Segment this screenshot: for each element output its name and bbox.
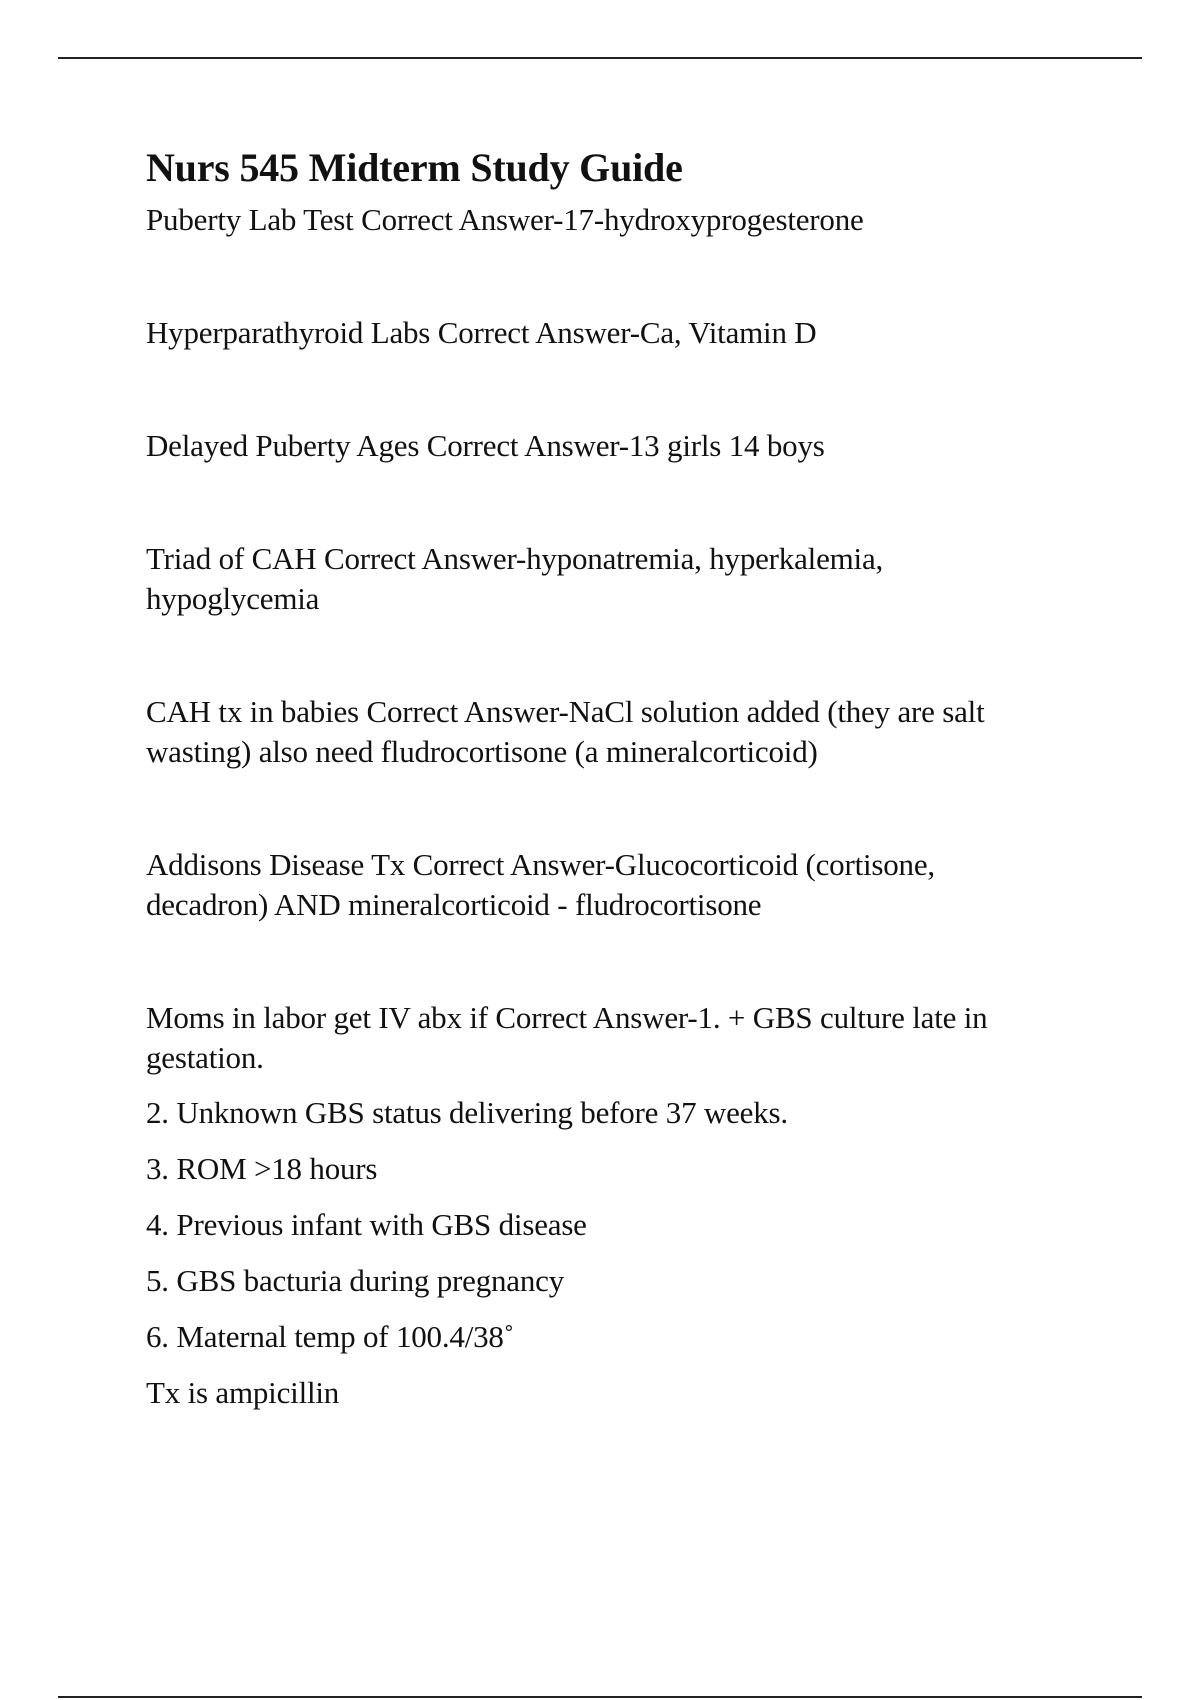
qa-entry: Triad of CAH Correct Answer-hyponatremia, hyperkalemia, hypoglycemia <box>146 541 884 616</box>
list-item: 6. Maternal temp of 100.4/38˚ <box>146 1319 514 1354</box>
list-item: 4. Previous infant with GBS disease <box>146 1207 587 1242</box>
qa-entry: Puberty Lab Test Correct Answer-17-hydroxyprogesterone <box>146 202 864 237</box>
qa-entry: Addisons Disease Tx Correct Answer-Glucocorticoid (cortisone, decadron) AND mineralcorticoid - fludrocortisone <box>146 847 935 922</box>
document-title: Nurs 545 Midterm Study Guide <box>146 145 683 190</box>
list-item: 3. ROM >18 hours <box>146 1151 378 1186</box>
list-item: Tx is ampicillin <box>146 1375 340 1410</box>
study-guide-content <box>146 140 1106 1413</box>
qa-entry: Hyperparathyroid Labs Correct Answer-Ca, Vitamin D <box>146 315 817 350</box>
bottom-rule <box>58 1696 1142 1698</box>
qa-entry: Moms in labor get IV abx if Correct Answer-1. + GBS culture late in gestation. <box>146 1000 988 1075</box>
qa-entry: Delayed Puberty Ages Correct Answer-13 girls 14 boys <box>146 428 825 463</box>
list-item: 5. GBS bacturia during pregnancy <box>146 1263 565 1298</box>
list-item: 2. Unknown GBS status delivering before 37 weeks. <box>146 1095 788 1130</box>
qa-entry: CAH tx in babies Correct Answer-NaCl solution added (they are salt wasting) also need fludrocortisone (a mineralcorticoid) <box>146 694 985 769</box>
top-rule <box>58 57 1142 59</box>
gbs-criteria-block <box>146 998 1106 1413</box>
